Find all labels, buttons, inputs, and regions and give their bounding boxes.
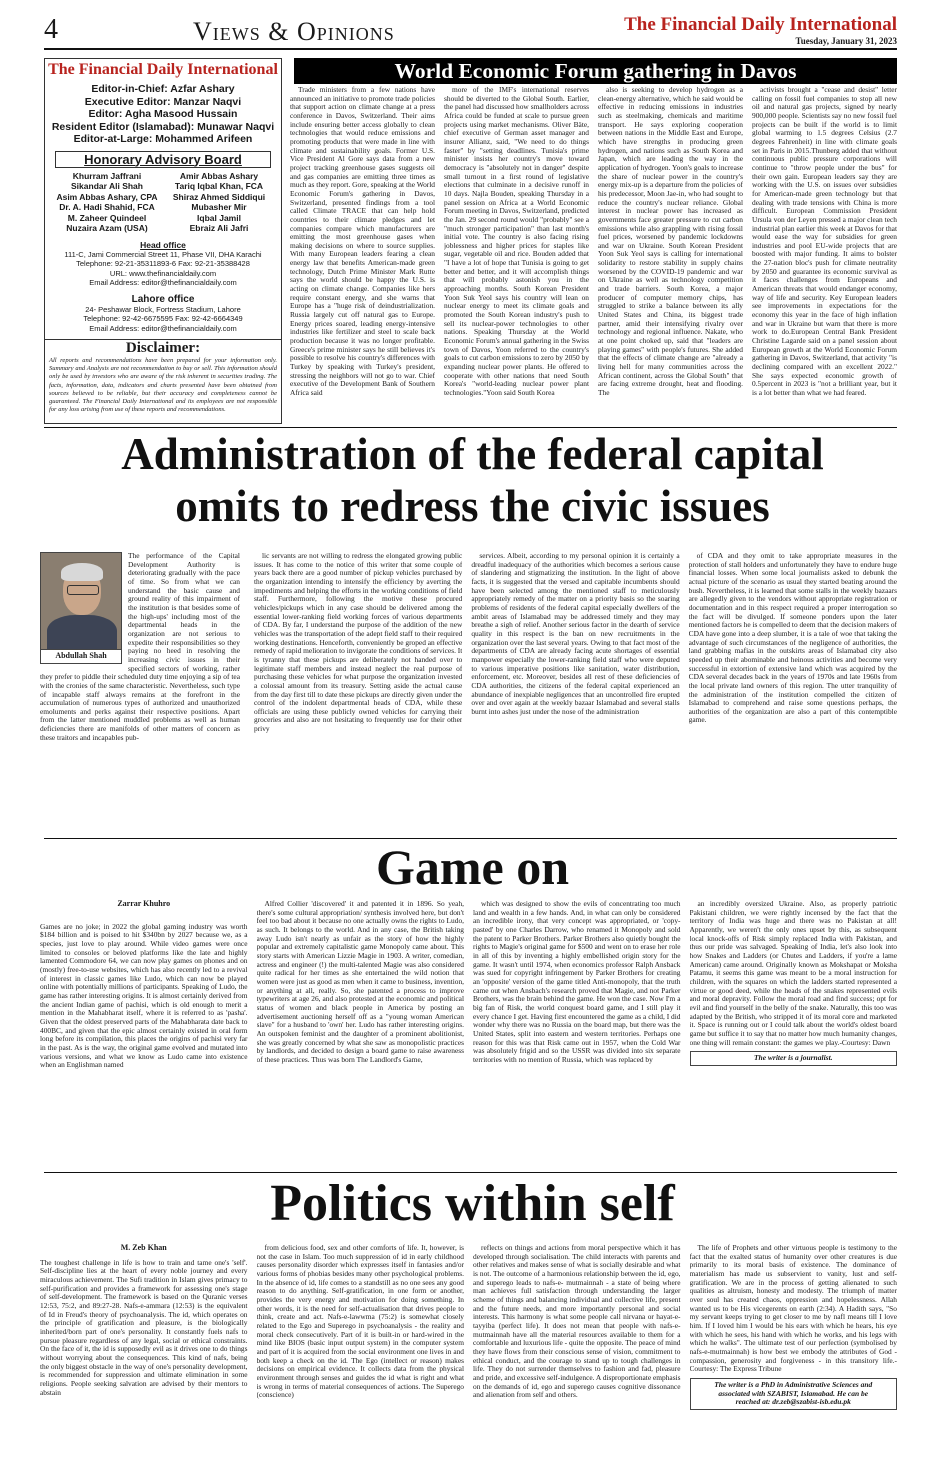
newspaper-name: The Financial Daily International — [624, 14, 897, 35]
website-url[interactable]: URL: www.thefinancialdaily.com — [109, 268, 217, 278]
article-column — [257, 900, 465, 1168]
article-text: which was designed to show the evils of concentrating too much land and wealth in a few hands. And, in what can only be considered an incredible irony, that very concept was appropriated, or 'copy-pasted' by one Charles Darrow, who renamed it Monopoly and sold the patent to Parker Brothers. Parker Brothers also quietly bought the rights to Magie's original game for $500 and went on to erase her role in all of this by inventing a highly embellished origin story for the game. It wasn't until 1974, when economics professor Ralph Ansback was sued for copyright infringement by Parker Brothers for creating an 'opposite' version of the game titled Anti-monopoly, that the truth came out when Ansbach's research proved that Magie, and not Parker Brothers, was the brain behind the game. He won the case. Now I'm a big fan of Risk, the world conquest board game, and I still play it every chance I get. Having first encountered the game as a child, I did wonder why there was no Russia on the board map, but there was the United States, split into eastern and western territories. Perhaps one reason for this was that Risk came out in 1957, when the Cold War was absolutely frigid and so the USSR was divided into six separate territories with no mention of Russia, which was replaced by — [473, 900, 681, 1064]
board-member: Asim Abbas Ashary, CPA — [56, 191, 158, 202]
address-line: Telephone: 92-21-35311893-6 Fax: 92-21-35388428 — [76, 259, 250, 268]
cda-article-body — [254, 552, 897, 834]
article-column — [598, 86, 743, 424]
editor-line: Executive Editor: Manzar Naqvi — [84, 95, 242, 108]
article-text: activists brought a "cease and desist" letter calling on fossil fuel companies to stop all new oil and natural gas projects, signed by nearly 900,000 people. Scientists say no new fossil fuel projects can be built if the world is to limit global warming to 1.5 degrees Celsius (2.7 degrees Fahrenheit) in line with climate goals set in Paris in 2015.Thunberg added that without continuous public pressure corporations will continue to "throw people under the bus" for their own gain. European leaders say they are working with the U.S. on issues over subsidies for American-made green technology but that dealing with trade tensions with China is more difficult. European Commission President Ursula von der Leyen pressed a major clean tech industrial plan earlier this week at Davos for that would ease the way for subsidies for green industries and pool EU-wide projects that are boosted with major funding. It aims to bolster the 27-nation bloc's push for climate neutrality by 2050 and guarantee its economic survival as it faces challenges from Europeans and American threats that would endanger economy, way of life and security. Key European leaders see improvements in expectations for the economy this year in the face of high inflation and war in Ukraine but warn that there is more work to do.European Central Bank President Christine Lagarde said on a panel session about European growth at the World Economic Forum gathering in Davos, Switzerland, that activity "is declining compared with an excellent 2022." She says expected economic growth of 0.5percent in 2023 is "not a brilliant year, but it is a lot better than what we had feared. — [752, 86, 897, 397]
article-column — [471, 552, 679, 834]
wef-article-body — [290, 86, 897, 424]
masthead-box — [44, 58, 282, 424]
article-column — [752, 86, 897, 424]
editors-list — [45, 83, 281, 146]
article-column — [473, 900, 681, 1168]
author-name: Zarrar Khuhro — [117, 900, 171, 908]
section-divider — [44, 1172, 897, 1173]
address-line: 24- Peshawar Block, Fortress Stadium, Lahore — [85, 304, 241, 314]
board-member: Amir Abbas Ashary — [179, 170, 259, 181]
article-column — [690, 1244, 898, 1476]
article-text: The life of Prophets and other virtuous people is testimony to the fact that the exalted status of humanity over other creatures is due primarily to its moral basis of existence. The dominance of materialism has made us subservient to vanity, lust and self-gratification. We are in the process of getting alienated to such qualities as altruism, honesty and modesty. The triumph of matter over soul has created chaos, oppression and hopelessness. Allah wanted us to be His vicegerents on earth (2:34). A Hadith says, "So my servant keeps trying to get closer to me by nafl means till I love him. If I loved him I would be his ears with which he hears, his eye with which he sees, his hand with which he works, and his legs with which he walks". The ultimate test of our perfection (symbolised by nafs-e-mutmainnah) is how best we embody the attributes of God - compassion, generosity and forgiveness - in this transitory life.- Courtesy: The Express Tribune — [689, 1244, 897, 1374]
article-text: The toughest challenge in life is how to train and tame one's 'self'. Self-discipline lies at the heart of every noble journey and every miraculous achievement. The Sufi tradition in Islam gives primacy to self-purification and provides a framework for assessing one's stage of self-development. The framework is based on the Quranic verses 12:53, 75:2, and 89:27-28. Nafs-e-ammara (12:53) is the equivalent of Id in Freud's theory of psychoanalysis. The id, which operates on the principle of gratification and pleasure, is the biologically inherited/born part of one's personality. It constantly fuels nafs to pursue pleasure regardless of any legal, social or ethical constraints. On the face of it, the id is supposedly evil as it drives one to do things without worrying about the consequences. This kind of nafs, being the only biggest obstacle in the way of one's personality development, is recommended for suppression and ultimate elimination in some religions. People seeking salvation are advised by their mentors to abstain — [40, 1257, 248, 1397]
article-column — [254, 552, 462, 834]
article-column — [473, 1244, 681, 1476]
advisory-board-list — [51, 171, 275, 234]
author-photo — [40, 552, 122, 650]
note-line: The writer is a PhD in Administrative Sciences and — [714, 1379, 873, 1389]
disclaimer-title: Disclaimer: — [45, 339, 281, 357]
page-number: 4 — [44, 14, 58, 45]
disclaimer-text: All reports and recommendations have been prepared for your information only. Summary and Analysis are not recommendation to buy or sell. This information should only be used by investors who are aware of the risk inherent in securities trading. The facts, information, data, indicators and charts presented have been obtained from sources believed to be reliable, but their accuracy and completeness cannot be guaranteed. The Financial Daily International and its employees are not responsible for any loss arising from use of these reports and recommendations. — [49, 357, 277, 414]
article-text: an incredibly oversized Ukraine. Also, as properly patriotic Pakistani children, we were rightly incensed by the fact that the territory of India was huge and there was no Pakistan at all! Apparently, we weren't the only ones upset by this, as subsequent local knock-offs of Risk simply replaced India with Pakistan, and thus our pride was salvaged. Speaking of India, let's also look into how Snakes and Ladders (or Chutes and Ladders, if you're a lame American) came around. Originally known as Mokshapat or Moksha Patamu, it seems this game was meant to be a moral instruction for children, with the squares on which the ladders started represented a virtue or good deed, while the heads of the snakes represented evils and moral depravity. Follow the moral road and find success; opt for evil and find yourself in the belly of the snake. Naturally, this too was adapted by the British, who stripped it of its moral core and marketed it. Space is running out or I could talk about the world's oldest board game but suffice it to say that no matter how much humanity changes, one thing will remain constant: the games we play.-Courtesy: Dawn — [689, 900, 897, 1047]
header-rule — [44, 48, 897, 50]
game-headline: Game on — [375, 839, 570, 895]
article-text: The performance of the Capital Development Authority is deteriorating gradually with the pace of time. So from what we can understand the basic cause and ground reality of this impairment of the institution is that besides some of the high-ups' including most of the departmental heads in the organization are not serious to expedite their responsibilities so they paying no heed in resolving the increasing civic issues in their specified sectors of working, rather they prefer to piddle their scheduled duty time enjoying a sip of tea with the cronies of the same characteristic. Nevertheless, such type of incapable staff always remains at the forefront in the accumulation of numerous types of authorized and unauthorized emoluments and perks against their respective positions. Apart from the latter mentioned muddled problems as well as human deficiencies there are manifolds of other matters of concern as these traitors and incapables pub- — [40, 552, 240, 742]
article-text: lic servants are not willing to redress the elongated growing public issues. It has come to the notice of this writer that some couple of years back there are a good number of pickup vehicles purchased by the organization intending to intensify the efficiency by averting the impediments and helping the efforts in the working conditions of field staff. Furthermore, following the motive these procured vehicles/pickups which in any case should be delivered among the essential lower-ranking field working forces of various departments of CDA. By far, I understand the purpose of the addition of the new vehicles was the transportation of the adept field staff to their required working destinations. Henceforth, conveniently be groped an effective remedy of rapid melioration to invigorate the conditions of services. It is tyranny that these pickups are deliberately not handed over to legitimate staff members and instead neglect the real purpose of purchasing these vehicles for what purpose the organization invested a colossal amount from its treasury. Setting aside the actual cause from the day first till to date these pickups are directly given under the control of the indolent departmental heads of CDA, while these officials are using these publicly owned vehicles for carrying their groceries and also are not hesitating to frequently use for their other privy — [254, 552, 463, 734]
article-text: services. Albeit, according to my personal opinion it is certainly a dreadful inadequacy of the authorities which becomes a serious cause of slandering and stigmatizing the institution. In the light of above facts, it is suggested that the versed and capitable incumbents should have been selected among the mentioned staff to meticulously appropriately remedy of the matter on a priority basis so the soaring problems of residents of the federal capital especially dwellers of the ambit areas of Islamabad may be addressed timely and they may breathe a sigh of relief. Another serious factor in the dearth of service quality in this respect is the ban on new recruitments in the organization over the last several years. Owing to that fact most of the departments of CDA are already facing acute shortages of essential manpower especially the lower-ranking field staff who were deputed to various imperative positions like sanitation, water distribution, enforcement, etc. Moreover, besides all rest of these deficiencies of CDA authorities, the citizens of the federal capital experienced an abundance of inexpiable negligences that an uncontrolled fire erupted over and over again at the weekly bazaar Islamabad and several stalls burnt into ashes just under the nose of the administration — [471, 552, 680, 716]
editor-line: Editor-in-Chief: Azfar Ashary — [91, 83, 235, 95]
article-text: also is seeking to develop hydrogen as a clean-energy alternative, which he said would be effective in reducing emissions in industries such as steelmaking, chemicals and maritime transport. He says exploring cooperation between nations in the Middle East and Europe, which have strengths in producing green hydrogen, and nations such as South Korea and Japan, which are leading the way in the application of hydrogen. Yoon's goals to increase the share of nuclear power in the country's energy mix-up is a departure from the policies of his predecessor, Moon Jae-in, who had sought to reduce the country's nuclear reliance. Global interest in nuclear power has increased as governments face greater pressure to cut carbon emissions while also grappling with rising fossil fuel prices, worsened by pandemic lockdowns and war on Ukraine. South Korean President Yoon Suk Yeol says is calling for international solidarity to restore stability in supply chains worsened by the COVID-19 pandemic and war on Ukraine as well as technology competition and trade barriers. South Korea, a major producer of computer memory chips, has struggled to strike a balance between its ally United States and China, its biggest trade partner, amid their intensifying rivalry over technology and regional influence. Nakate, who at one point choked up, said that "leaders are playing games" with people's futures. She added that the effects of climate change are "already a living hell for many communities across the African continent, across the Global South" that are facing extreme drought, heat and flooding. The — [598, 86, 743, 397]
editor-line: Resident Editor (Islamabad): Munawar Naqvi — [51, 120, 275, 133]
editor-line: Editor-at-Large: Mohammed Arifeen — [73, 133, 253, 145]
author-name: Abdullah Shah — [40, 650, 122, 664]
author-note — [690, 1378, 898, 1410]
board-member: Mubasher Mir — [191, 202, 247, 212]
lahore-office-title: Lahore office — [131, 293, 195, 305]
article-text: Trade ministers from a few nations have announced an initiative to promote trade policies that support action on climate change at a press conference in Davos, Switzerland. Their aims include ensuring better access globally to clean technologies that would reduce emissions and promoting products that were made in line with climate and sustainability goals. Former U.S. Vice President Al Gore says data from a new project tracking greenhouse gases suggests oil and gas companies are emitting three times as much as they report. Gore, speaking at the World Economic Forum's gathering in Davos, Switzerland, presented findings from a tool called Climate TRACE that can help hold countries to their climate pledges and let companies compare which manufacturers are emitting the most greenhouse gases when making decisions on where to source supplies. With many European leaders fearing a clean energy law that benefits American-made green technology, Dutch Prime Minister Mark Rutte says the world should be happy the U.S. is acting on climate change. Companies like hers require constant energy, and she warns that Europe has a "huge risk of deindustrialization. Russia largely cut off natural gas to Europe. Energy prices soared, leading energy-intensive industries like fertilizer and steel to scale back production because it was no longer profitable. Greece's prime minister says he still believes it's possible to resolve his country's differences with Turkey by speaking with Turkey's president, stressing the neighbors will not go to war. Chief executive of the Development Bank of Southern Africa said — [290, 86, 435, 397]
board-member: Nuzaira Azam (USA) — [66, 223, 148, 233]
lahore-office-address — [45, 305, 281, 334]
headline-line: Administration of the federal capital — [121, 429, 824, 479]
board-member: M. Zaheer Quindeel — [67, 212, 147, 223]
article-column — [689, 552, 897, 834]
board-member: Ebraiz Ali Jafri — [189, 223, 249, 233]
email-address[interactable]: Email Address: editor@thefinancialdaily.com — [89, 323, 237, 333]
article-text: reflects on things and actions from moral perspective which it has developed through socialisation. The child interacts with parents and other relatives and makes sense of what is socially desirable and what is not. The outcome of a harmonious relationship between the id, ego, and superego leads to nafs-e- mutmainnah - a state of being where man achieves full satisfaction through understanding the larger scheme of things and balancing individual and collective life, present and the future needs, and more importantly personal and social interests. This harmony is what some people call nirvana or hayat-e-tayyiba (perfect life). It does not mean that people with nafs-e- mutmainnah have all the material resources available to them for a comfortable and luxurious life - quite the opposite. The peace of mind they have flows from their conscious sense of vision, commitment to ethical conduct, and the courage to stand up to tough challenges in life. They do not surrender themselves to fashion and fad, pleasure and pride, and excessive self-indulgence. A disproportionate emphasis on the demands of id, ego and superego causes cognitive dissonance and alienation from self and others. — [473, 1244, 681, 1400]
editor-line: Editor: Agha Masood Hussain — [88, 108, 238, 120]
head-office-title: Head office — [140, 239, 186, 250]
section-title: Views & Opinions — [193, 17, 395, 46]
board-member: Iqbal Jamil — [197, 212, 241, 223]
politics-headline: Politics within self — [270, 1175, 675, 1232]
wef-headline: World Economic Forum gathering in Davos — [294, 58, 897, 84]
author-name: M. Zeb Khan — [120, 1244, 167, 1252]
advisory-board-title: Honorary Advisory Board — [55, 151, 271, 168]
board-member: Khurram Jaffrani — [72, 170, 142, 181]
article-text: Games are no joke; in 2022 the global gaming industry was worth $184 billion and is poised to hit $340bn by 2027 because we, as a species, just love to play around. While video games were once limited to consoles or beloved platforms like the late and highly lamented Commodore 64, we can now play games on phones and on (mostly) free-to-use websites, which has also recently led to a revival of interest in classic games like Ludo, which can now be played online with potentially millions of participants. Speaking of Ludo, the game has rather interesting origins. It is almost certainly derived from the ancient Indian game of pachisi, which is old enough to merit a mention in the Mahabharat itself, where it is referred to as 'pasha'. Given that the oldest preserved parts of the Mahabharata date back to 400BC, and given that the epic almost certainly existed in oral form long before its compilation, this places the origins of pachisi very far in the past. As is the way, the original game evolved and mutated into various versions, and what we know as Ludo came into existence when an Englishman named — [40, 921, 248, 1070]
article-column — [444, 86, 589, 424]
email-address[interactable]: Email Address: editor@thefinancialdaily.com — [89, 278, 237, 287]
article-text: from delicious food, sex and other comforts of life. It, however, is not the case in Islam. Too much suppression of id in early childhood causes personality disorder which expresses itself in fantasies and/or various forms of phobias besides many other psychological problems. In the absence of id, life comes to a standstill as no one sees any good reason to do anything. Self-gratification, in one form or another, provides the very energy and motivation for doing something. In other words, it is the need for self-actualisation that drives people to think, create and act. Nafs-e-lawwma (75:2) is somewhat closely related to the Ego and Superego in psychoanalysis - the reality and moral check consecutively. Part of it is built-in or hard-wired in the mind like BIOS (basic input output system) in the computer system and part of it is acquired from the social environment one lives in and both keep a check on the id. The Ego (intellect or reason) makes decisions on empirical evidence. It collects data from the physical environment through senses and guides the id what is right and what is wrong in terms of material consequences of actions. The Superego (conscience) — [256, 1244, 464, 1400]
note-line: associated with SZABIST, Islamabad. He can be — [718, 1388, 869, 1398]
masthead-title: The Financial Daily International — [48, 61, 278, 78]
author-note: The writer is a journalist. — [690, 1051, 898, 1066]
article-column — [290, 86, 435, 424]
head-office-address — [45, 250, 281, 288]
board-member: Dr. A. Hadi Shahid, FCA — [59, 202, 155, 212]
cda-headline — [30, 428, 915, 532]
article-column — [690, 900, 898, 1168]
article-column — [40, 1244, 248, 1476]
article-text: Alfred Collier 'discovered' it and patented it in 1896. So yeah, there's some cultural appropriation/ synthesis involved here, but don't feel too bad about it because no one actually owns the rights to Ludo, as such. It belongs to the world. And in any case, the British taking away Ludo isn't nearly as unfair as the story of how the highly popular and extremely capitalistic game Monopoly came about. This story starts with American Lizzie Magie in 1903. A writer, comedian, actress and engineer (!) the multi-talented Magie was also considered quite radical for her times as she entertained the wild notion that women were just as good as men when it came to business, invention, or anything at all, really. So, she patented a process to improve typewriters at age 26, and also protested at the economic and political status of women and black people in America by posting an advertisement auctioning herself off as a "young woman American slave" for a husband to 'own' her. Ludo has rather interesting origins. An outspoken feminist and the daughter of a prominent abolitionist, she was greatly concerned by what she saw as monopolistic practices by landlords, and decided to design a board game to raise awareness of these practices. Thus was born The Landlord's Game, — [256, 900, 464, 1064]
board-member: Shiraz Ahmed Siddiqui — [172, 191, 266, 202]
headline-line: omits to redress the civic issues — [175, 481, 770, 531]
author-photo-block — [40, 552, 122, 664]
politics-article-body — [40, 1244, 897, 1476]
article-text: of CDA and they omit to take appropriate measures in the protection of stall holders and unfortunately they have to endure huge financial losses. When some local journalists asked to debunk the actual picture of the scenario as usual they started beating around the bush. Nevertheless, it is learned that some stalls in the weekly bazaars are allegedly given to the vendors without appropriate registration or documentation and in this respect required a proper interrogation so the fact will be divulged. If someone ponders upon the later mentioned factors he is compelled to deem that the decision makers of CDA have gone into a deep slumber, it is a tale of woe that taking the advantage of such circumstances of the negligence of authorities, the land grabbing mafias in the outskirts areas of Islamabad city also speeded up their abominable and heinous activities and become very successful in extortion of extensive land which was acquired by the CDA several decades back in the years of 1970s and late 1960s from the local private land owners of this region. The utter tranquility of the administration of the institution compelled the citizen of Islamabad to comprehend and raise some questions perhaps, the authorities of the organization are also a part of this contemptible game. — [688, 552, 897, 725]
article-text: more of the IMF's international reserves should be diverted to the Global South. Earlier, the panel had discussed how smallholders across Africa could be funded at scale to pursue green projects using market mechanisms. Oliver Bäte, chief executive of German asset manager and insurer Allianz, said, "We need to do things faster" by "setting deadlines. Tunisia's prime minister insists her country's move toward democracy is "absolutely not in danger" despite small turnout in a first round of legislative elections that culminate in a decisive runoff in 10 days. Najla Bouden, speaking Thursday in a panel session on Africa at a World Economic Forum meeting in Davos, Switzerland, predicted the Jan. 29 second round would "probably" see a "much stronger participation" than last month's initial vote. The country is also facing rising joblessness and higher prices for staples like sugar, vegetable oil and rice. Bouden added that "I have a lot of hope that Tunisia is going to get better and better, and it will accomplish things that will probably astonish you in the approaching months. South Korean President Yoon Suk Yeol says his country will lean on nuclear energy to meet its climate goals and promoted the South Korean industry's push to sell its nuclear-power technologies to other nations. Speaking Thursday at the World Economic Forum's annual gathering in the Swiss town of Davos, Yoon referred to the country's goals to cut carbon emissions to zero by 2050 by expanding nuclear power plants. He offered to cooperate with other nations that need South Korea's "world-leading nuclear power plant technologies."Yoon said South Korea — [444, 86, 589, 397]
address-line: 111-C, Jami Commercial Street 11, Phase VII, DHA Karachi — [64, 249, 262, 259]
game-article-body — [40, 900, 897, 1168]
article-column — [40, 900, 248, 1168]
address-line: Telephone: 92-42-6675595 Fax: 92-42-6664349 — [83, 314, 243, 323]
article-column — [257, 1244, 465, 1476]
board-member: Sikandar Ali Shah — [71, 181, 143, 191]
author-email[interactable]: reached at: dr.zeb@szabist-isb.edu.pk — [735, 1397, 851, 1407]
cda-lead-column — [40, 552, 240, 834]
board-member: Tariq Iqbal Khan, FCA — [174, 181, 264, 191]
issue-date: Tuesday, January 31, 2023 — [795, 36, 897, 46]
